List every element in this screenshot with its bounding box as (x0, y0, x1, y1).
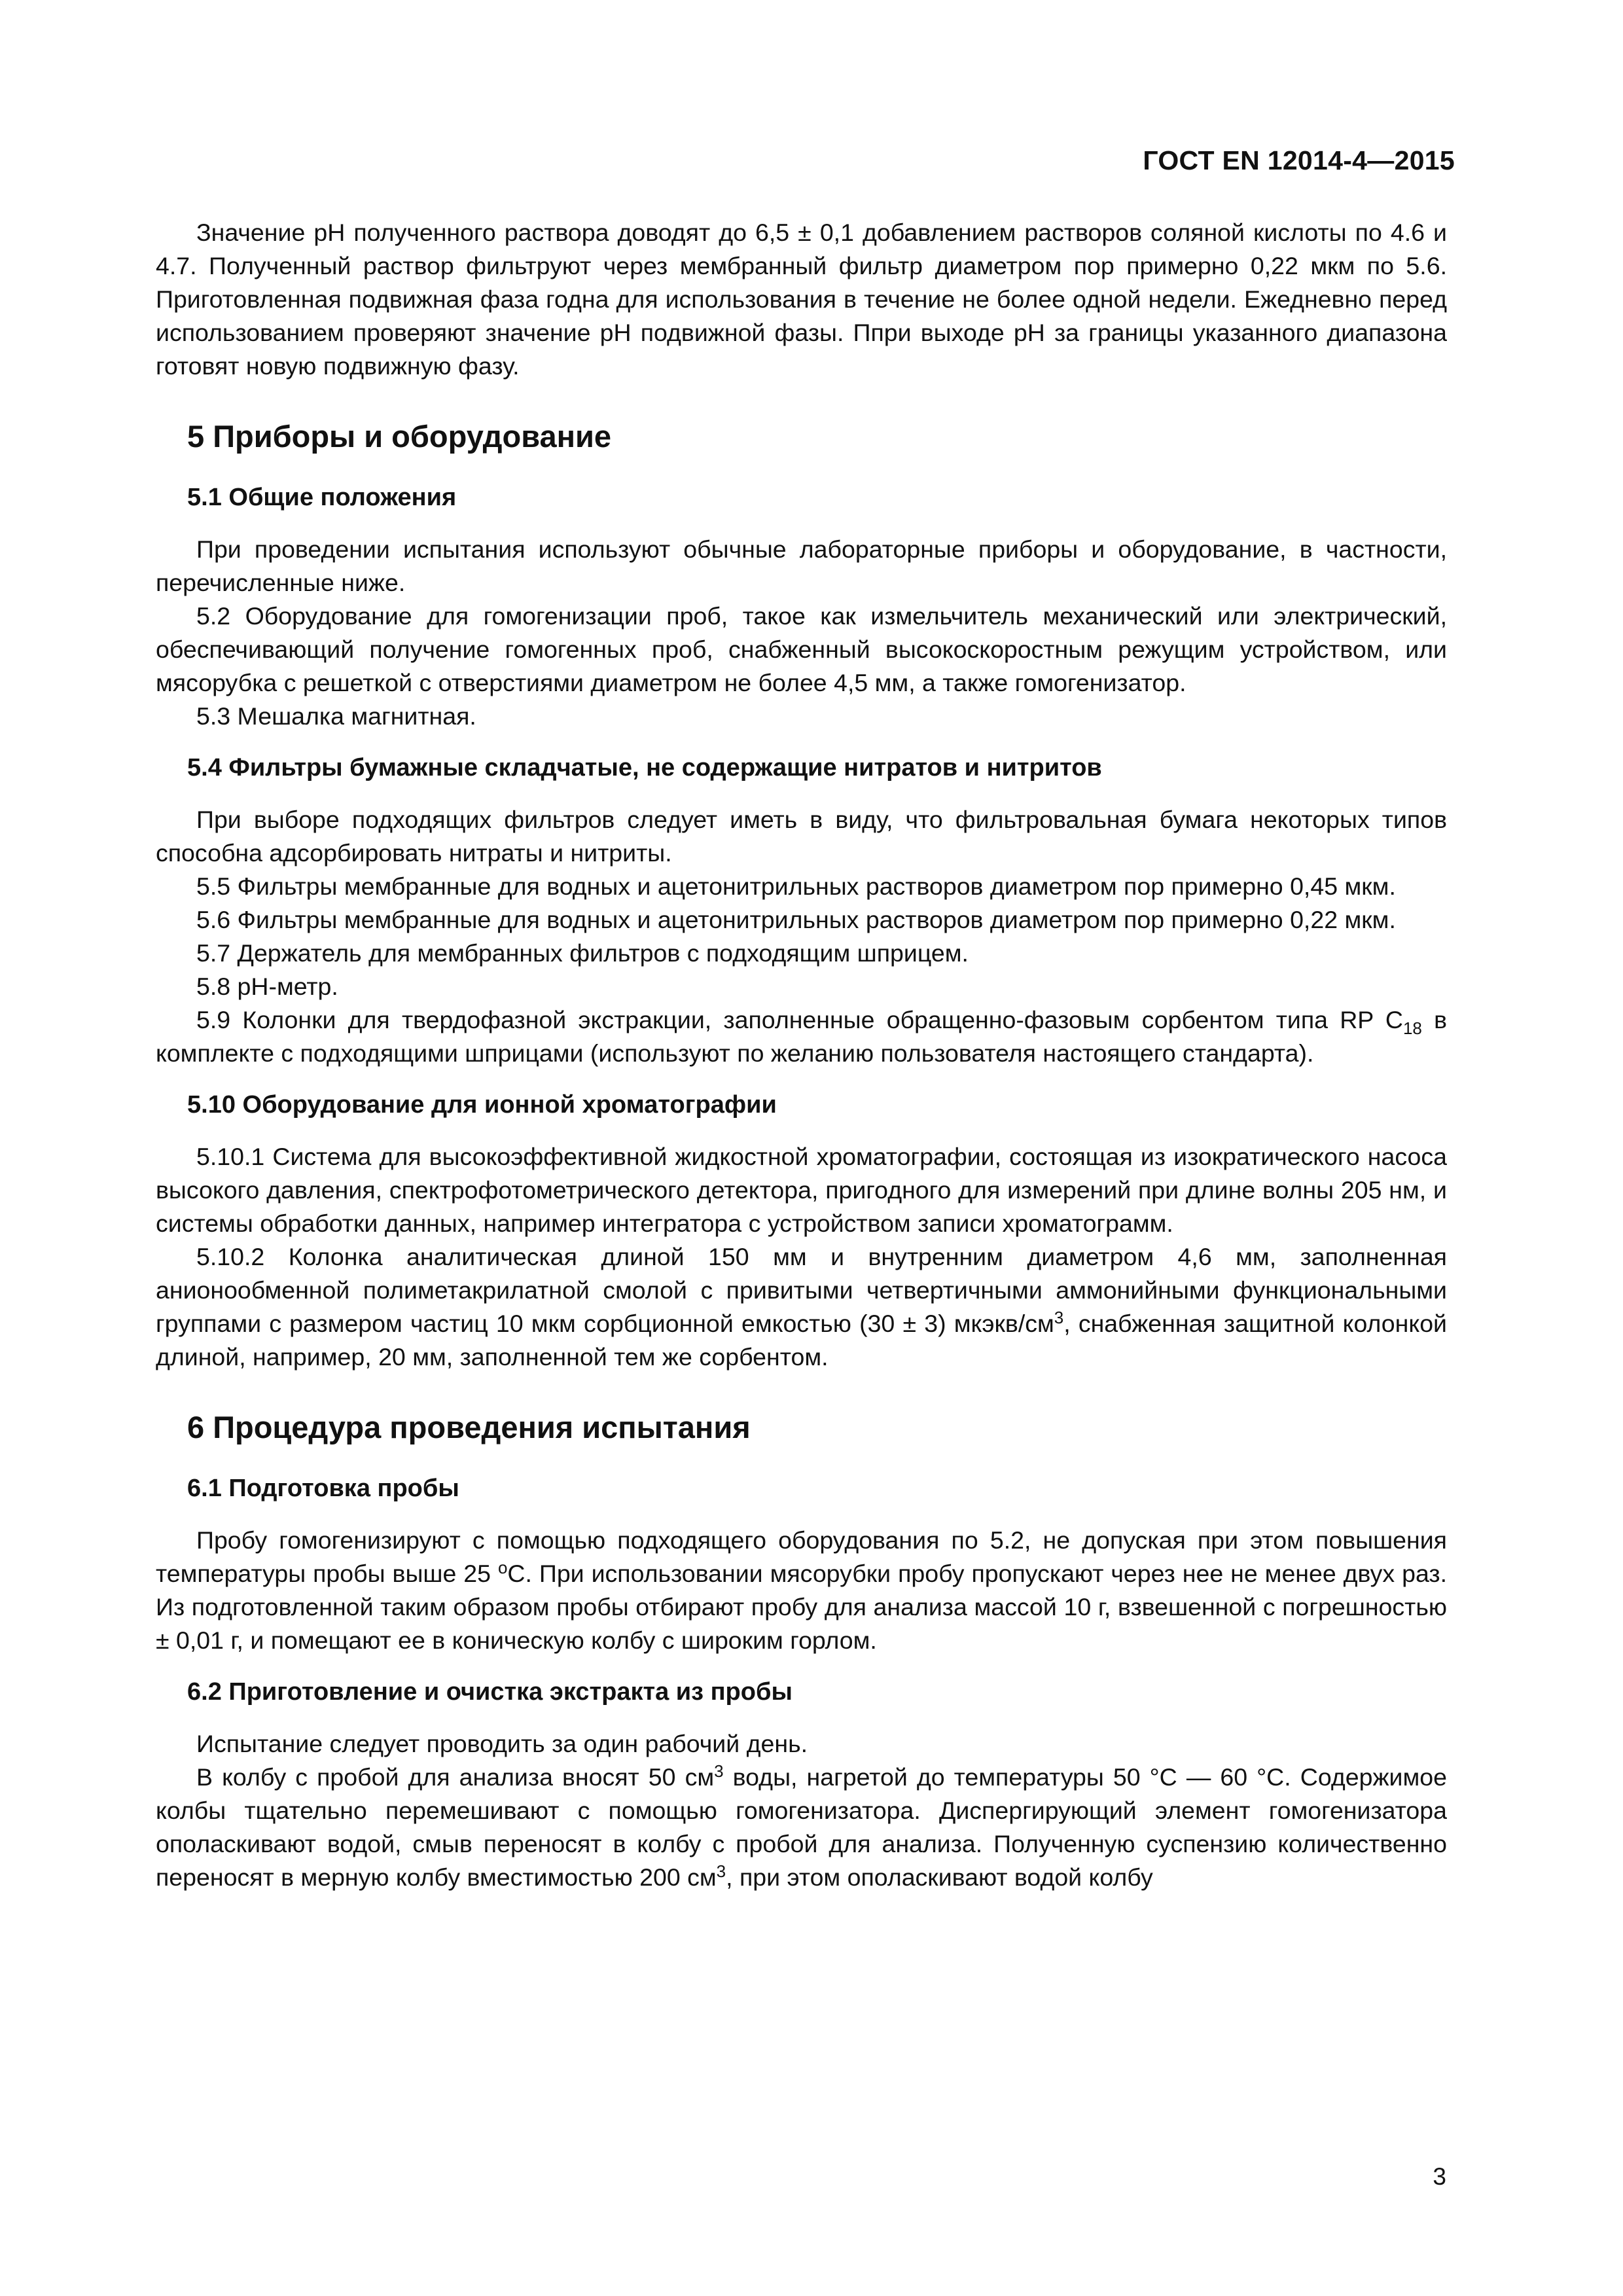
subsection-5-10-heading: 5.10 Оборудование для ионной хроматографии (187, 1091, 777, 1119)
subsection-6-2-paragraph-1: Испытание следует проводить за один рабочий день. (196, 1730, 808, 1757)
cubic-superscript-2: 3 (716, 1861, 726, 1881)
document-standard-id: ГОСТ EN 12014-4—2015 (1143, 145, 1455, 175)
subsection-6-2-heading: 6.2 Приготовление и очистка экстракта из пробы (187, 1678, 793, 1706)
cubic-superscript-1: 3 (714, 1761, 724, 1781)
item-5-3: 5.3 Мешалка магнитная. (196, 702, 476, 730)
section-6-heading: 6 Процедура проведения испытания (187, 1410, 751, 1444)
item-5-9-text-a: 5.9 Колонки для твердофазной экстракции, заполненные обращенно-фазовым сорбентом типа RP C (196, 1006, 1403, 1033)
document-body (156, 216, 1447, 1894)
subsection-5-1-text: При проведении испытания используют обычные лабораторные приборы и оборудование, в частности, перечисленные ниже. (156, 535, 1447, 596)
item-5-10-1: 5.10.1 Система для высокоэффективной жидкостной хроматографии, состоящая из изократического насоса высокого давления, спектрофотометрического детектора, пригодного для измерений при длине волны 205 нм, и системы обработки данных, например интегратора с устройством записи хроматограмм. (156, 1143, 1447, 1237)
item-5-9-subscript: 18 (1402, 1018, 1422, 1038)
subsection-6-2-paragraph-2 (156, 1761, 1447, 1894)
item-5-6: 5.6 Фильтры мембранные для водных и ацетонитрильных растворов диаметром пор примерно 0,22 мкм. (196, 906, 1396, 933)
subsection-6-1-heading: 6.1 Подготовка пробы (187, 1475, 459, 1502)
item-5-8: 5.8 pH-метр. (196, 973, 338, 1000)
subsection-6-1-text (156, 1524, 1447, 1657)
item-5-9-text-b: в комплекте с подходящими шприцами (используют по желанию пользователя настоящего стандарта). (156, 1006, 1447, 1067)
item-5-5: 5.5 Фильтры мембранные для водных и ацетонитрильных растворов диаметром пор примерно 0,45 мкм. (196, 872, 1396, 900)
page-number: 3 (1433, 2163, 1446, 2190)
item-5-10-2 (156, 1240, 1447, 1374)
item-5-2: 5.2 Оборудование для гомогенизации проб, такое как измельчитель механический или электрический, обеспечивающий получение гомогенных проб, снабженный высокоскоростным режущим устройством, или мясорубка с решеткой с отверстиями диаметром не более 4,5 мм, а также гомогенизатор. (156, 602, 1447, 696)
subsection-6-1-text-b: С. При использовании мясорубки пробу пропускают через нее не менее двух раз. Из подготовленной таким образом пробы отбирают пробу для анализа массой 10 г, взвешенной с погрешностью ± 0,01 г, и помещают ее в коническую колбу с широким горлом. (156, 1560, 1447, 1654)
item-5-10-2-superscript: 3 (1054, 1308, 1064, 1327)
item-5-10-2-text-a: 5.10.2 Колонка аналитическая длиной 150 мм и внутренним диаметром 4,6 мм, заполненная анионообменной полиметакрилатной смолой с привитыми четвертичными аммонийными функциональными группами с размером частиц 10 мкм сорбционной емкостью (30 ± 3) мкэкв/см (156, 1243, 1447, 1337)
subsection-6-2-text-a: В колбу с пробой для анализа вносят 50 см (196, 1763, 715, 1791)
degree-superscript: о (497, 1558, 508, 1577)
item-5-10-2-text-b: , снабженная защитной колонкой длиной, например, 20 мм, заполненной тем же сорбентом. (156, 1310, 1448, 1371)
section-5-heading: 5 Приборы и оборудование (187, 419, 612, 454)
intro-paragraph: Значение pH полученного раствора доводят до 6,5 ± 0,1 добавлением растворов соляной кислоты по 4.6 и 4.7. Полученный раствор фильтруют через мембранный фильтр диаметром пор примерно 0,22 мкм по 5.6. Приготовленная подвижная фаза годна для использования в течение не более одной недели. Ежедневно перед использованием проверяют значение pH подвижной фазы. Ппри выходе pH за границы указанного диапазона готовят новую подвижную фазу. (156, 219, 1447, 380)
subsection-6-1-text-a: Пробу гомогенизируют с помощью подходящего оборудования по 5.2, не допуская при этом повышения температуры пробы выше 25 (156, 1526, 1447, 1587)
item-5-9 (156, 1003, 1447, 1070)
subsection-5-4-text: При выборе подходящих фильтров следует иметь в виду, что фильтровальная бумага некоторых типов способна адсорбировать нитраты и нитриты. (156, 806, 1447, 867)
subsection-6-2-text-b: воды, нагретой до температуры 50 °С — 60 °С. Содержимое колбы тщательно перемешивают с помощью гомогенизатора. Диспергирующий элемент гомогенизатора ополаскивают водой, смыв переносят в колбу с пробой для анализа. Полученную суспензию количественно переносят в мерную колбу вместимостью 200 см (156, 1763, 1447, 1891)
item-5-7: 5.7 Держатель для мембранных фильтров с подходящим шприцем. (196, 939, 969, 967)
subsection-5-4-heading: 5.4 Фильтры бумажные складчатые, не содержащие нитратов и нитритов (187, 754, 1102, 781)
subsection-5-1-heading: 5.1 Общие положения (187, 484, 457, 511)
subsection-6-2-text-c: , при этом ополаскивают водой колбу (726, 1863, 1153, 1891)
